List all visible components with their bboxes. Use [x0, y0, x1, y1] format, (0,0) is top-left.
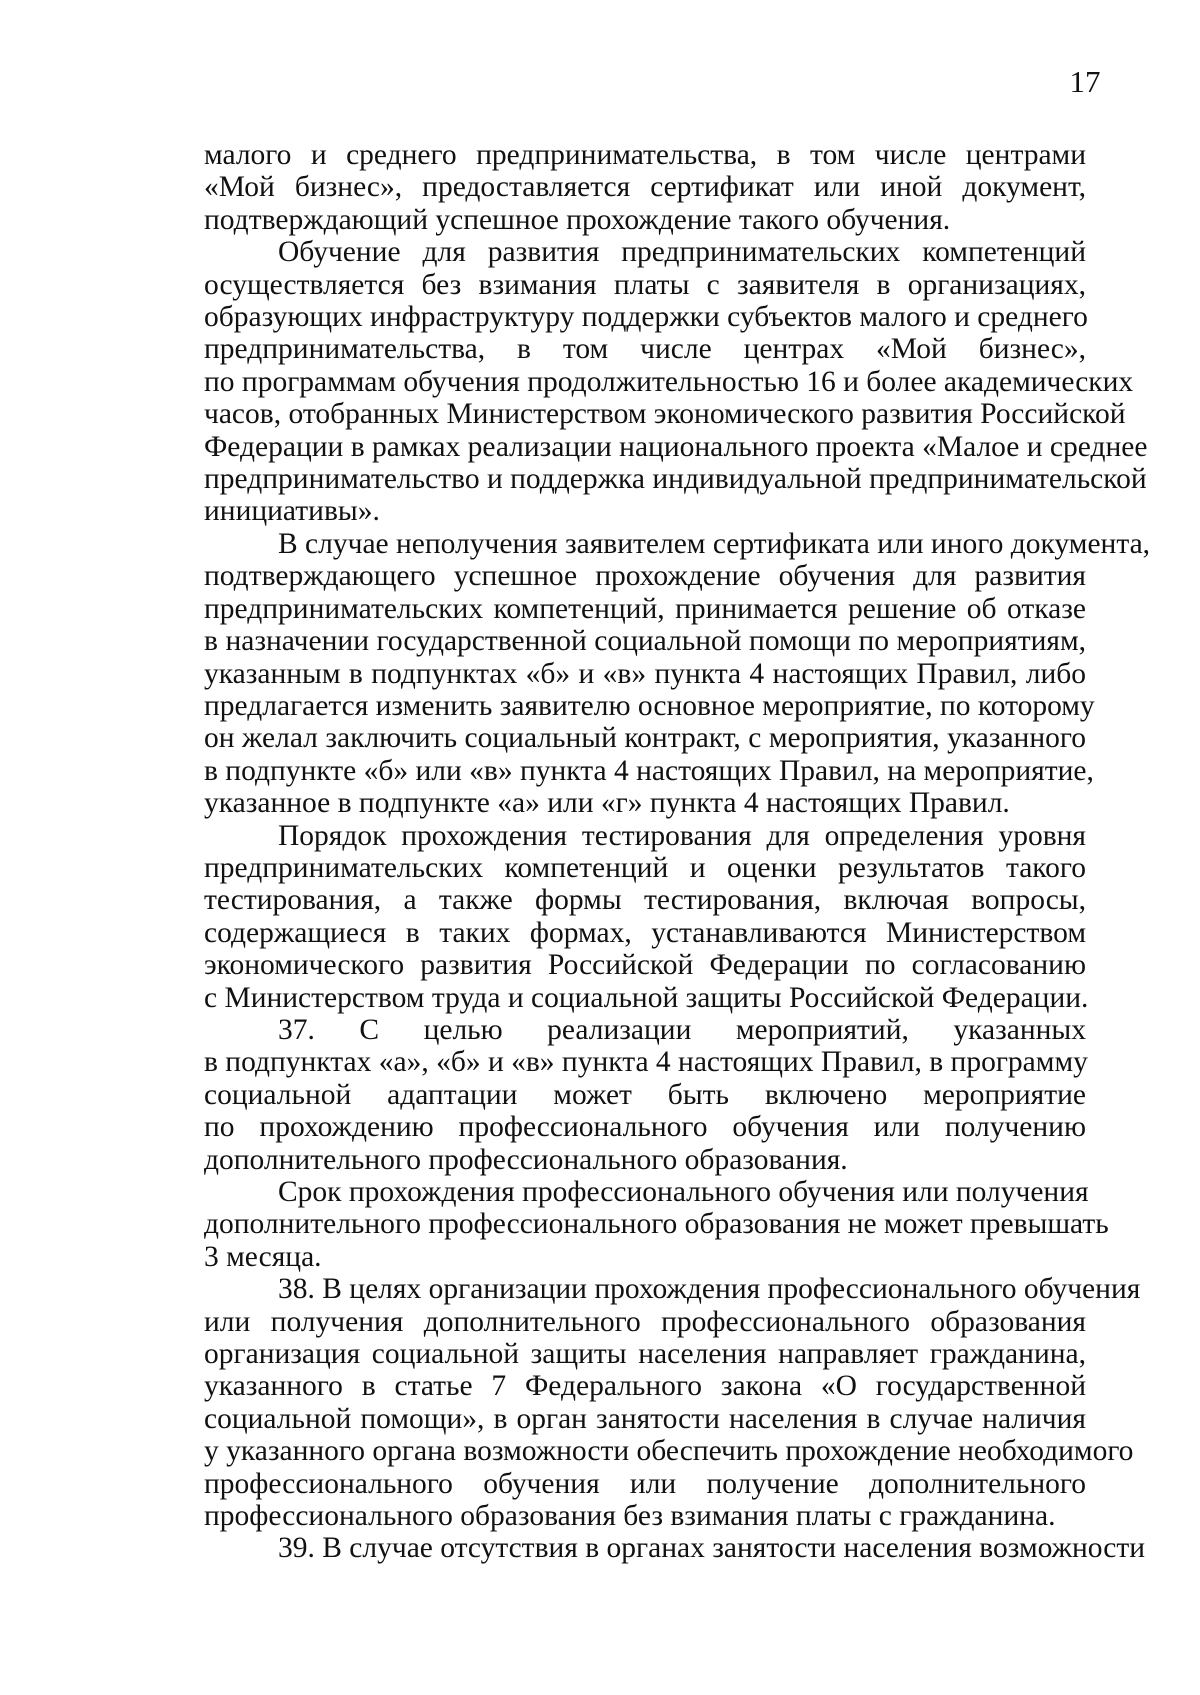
- text-line: Срок прохождения профессионального обучения или получения: [278, 1176, 1089, 1208]
- text-line: часов, отобранных Министерством экономического развития Российской: [204, 398, 1126, 431]
- text-line: по прохождению профессионального обучения или получению: [204, 1111, 1086, 1144]
- text-line: в назначении государственной социальной помощи по мероприятиям,: [204, 625, 1086, 658]
- text-line: 39. В случае отсутствия в органах занятости населения возможности: [278, 1532, 1146, 1565]
- text-line: Порядок прохождения тестирования для определения уровня: [278, 819, 1086, 852]
- paragraph: [204, 1532, 1146, 1565]
- text-line: указанным в подпунктах «б» и «в» пункта 4 настоящих Правил, либо: [204, 657, 1086, 690]
- paragraph: [204, 139, 1086, 236]
- text-line: предпринимательских компетенций, принимается решение об отказе: [204, 592, 1086, 625]
- text-line: инициативы».: [204, 495, 380, 528]
- text-line: тестирования, а также формы тестирования, включая вопросы,: [204, 884, 1086, 917]
- text-line: указанное в подпункте «а» или «г» пункта 4 настоящих Правил.: [204, 787, 1010, 820]
- paragraph: [204, 1176, 1109, 1273]
- text-line: предпринимательство и поддержка индивидуальной предпринимательской: [204, 463, 1147, 496]
- text-line: по программам обучения продолжительностью 16 и более академических: [204, 365, 1134, 398]
- page-number: 17: [1069, 64, 1101, 99]
- text-line: с Министерством труда и социальной защиты Российской Федерации.: [204, 981, 1089, 1014]
- text-line: у указанного органа возможности обеспечить прохождение необходимого: [204, 1435, 1134, 1468]
- text-line: в подпункте «б» или «в» пункта 4 настоящих Правил, на мероприятие,: [204, 754, 1094, 787]
- text-line: он желал заключить социальный контракт, с мероприятия, указанного: [204, 722, 1086, 755]
- text-line: профессионального обучения или получение дополнительного: [204, 1467, 1086, 1500]
- paragraph: [204, 1273, 1141, 1533]
- text-line: предлагается изменить заявителю основное мероприятие, по которому: [204, 689, 1095, 722]
- paragraph: [204, 819, 1089, 1014]
- document-body: [204, 139, 1151, 1565]
- text-line: малого и среднего предпринимательства, в том числе центрами: [204, 139, 1086, 171]
- text-line: содержащиеся в таких формах, устанавливаются Министерством: [204, 916, 1086, 949]
- text-line: дополнительного профессионального образования не может превышать: [204, 1208, 1109, 1241]
- paragraph: [204, 236, 1148, 528]
- text-line: организация социальной защиты населения направляет гражданина,: [204, 1338, 1086, 1371]
- text-line: социальной адаптации может быть включено мероприятие: [204, 1078, 1086, 1111]
- text-line: Федерации в рамках реализации национального проекта «Малое и среднее: [204, 430, 1148, 463]
- paragraph: [204, 527, 1151, 820]
- text-line: образующих инфраструктуру поддержки субъектов малого и среднего: [204, 301, 1088, 334]
- text-line: подтверждающий успешное прохождение такого обучения.: [204, 203, 951, 236]
- text-line: профессионального образования без взимания платы с гражданина.: [204, 1500, 1056, 1533]
- text-line: предпринимательства, в том числе центрах «Мой бизнес»,: [204, 333, 1086, 366]
- text-line: подтверждающего успешное прохождение обучения для развития: [204, 560, 1086, 593]
- text-line: или получения дополнительного профессионального образования: [204, 1305, 1086, 1338]
- text-line: 37. С целью реализации мероприятий, указанных: [278, 1013, 1086, 1046]
- text-line: «Мой бизнес», предоставляется сертификат или иной документ,: [204, 171, 1086, 204]
- text-line: социальной помощи», в орган занятости населения в случае наличия: [204, 1402, 1086, 1435]
- text-line: дополнительного профессионального образования.: [204, 1143, 848, 1176]
- text-line: 38. В целях организации прохождения профессионального обучения: [278, 1273, 1141, 1306]
- text-line: Обучение для развития предпринимательских компетенций: [278, 236, 1086, 269]
- paragraph: [204, 1014, 1086, 1176]
- text-line: предпринимательских компетенций и оценки результатов такого: [204, 851, 1086, 884]
- text-line: В случае неполучения заявителем сертификата или иного документа,: [278, 527, 1151, 560]
- text-line: экономического развития Российской Федерации по согласованию: [204, 949, 1086, 982]
- text-line: осуществляется без взимания платы с заявителя в организациях,: [204, 268, 1086, 301]
- text-line: 3 месяца.: [204, 1240, 322, 1273]
- text-line: указанного в статье 7 Федерального закона «О государственной: [204, 1370, 1086, 1403]
- text-line: в подпунктах «а», «б» и «в» пункта 4 настоящих Правил, в программу: [204, 1046, 1088, 1079]
